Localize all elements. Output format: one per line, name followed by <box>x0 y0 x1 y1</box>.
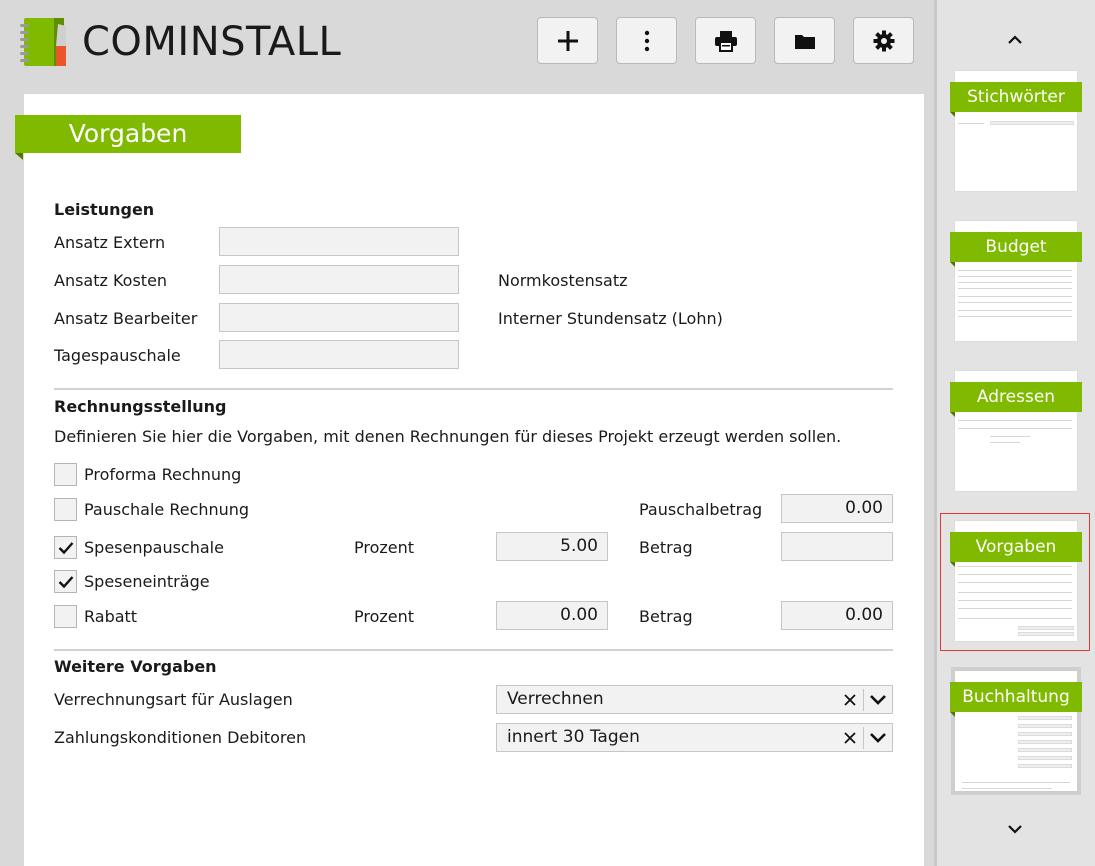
add-button[interactable] <box>537 17 598 64</box>
thumbnail-preview-field <box>990 121 1074 125</box>
pauschale-checkbox[interactable] <box>54 498 77 521</box>
thumbnail-ribbon-fold <box>950 112 955 117</box>
thumbnail-preview-line <box>958 582 1072 583</box>
pauschalbetrag-field[interactable]: 0.00 <box>781 494 893 523</box>
ansatz-extern-label: Ansatz Extern <box>54 233 166 252</box>
section-divider <box>54 649 893 651</box>
proforma-label: Proforma Rechnung <box>84 465 242 484</box>
clear-icon[interactable] <box>842 730 858 746</box>
plus-icon <box>557 30 579 52</box>
weitere-vorgaben-heading: Weitere Vorgaben <box>54 657 217 676</box>
thumbnail-preview-field <box>1018 748 1072 752</box>
thumbnail-ribbon-fold <box>950 262 955 267</box>
spesenpauschale-betrag-label: Betrag <box>639 538 693 557</box>
verrechnungsart-value: Verrechnen <box>507 689 604 709</box>
thumbnail-ribbon-fold <box>950 412 955 417</box>
ansatz-extern-field[interactable] <box>219 227 459 256</box>
thumbnail-ribbon-fold <box>950 562 955 567</box>
spesenpauschale-prozent-label: Prozent <box>354 538 415 557</box>
thumbnail-preview-field <box>1018 764 1072 768</box>
app-logo-icon <box>18 16 70 68</box>
settings-button[interactable] <box>853 17 914 64</box>
app-title: COMINSTALL <box>82 19 342 65</box>
thumbnail-preview-line <box>962 782 1070 783</box>
speseneintraege-label: Speseneinträge <box>84 572 210 591</box>
spesenpauschale-label: Spesenpauschale <box>84 538 224 557</box>
rabatt-betrag-field[interactable]: 0.00 <box>781 601 893 630</box>
thumbnail-preview-line <box>958 123 984 124</box>
section-divider <box>54 388 893 390</box>
zahlungskonditionen-label: Zahlungskonditionen Debitoren <box>54 728 307 747</box>
speseneintraege-checkbox[interactable] <box>54 570 77 593</box>
ansatz-bearbeiter-hint: Interner Stundensatz (Lohn) <box>498 309 723 328</box>
thumbnail-preview-field <box>1018 756 1072 760</box>
thumbnail-preview-line <box>958 592 1072 593</box>
ansatz-kosten-field[interactable] <box>219 265 459 294</box>
ansatz-kosten-hint: Normkostensatz <box>498 271 628 290</box>
chevron-down-icon[interactable] <box>867 689 889 711</box>
thumbnail-ribbon-fold <box>950 712 955 717</box>
thumbnail-preview-line <box>958 288 1072 289</box>
thumbnail-preview-line <box>990 436 1030 437</box>
thumbnail-label-stichwoerter: Stichwörter <box>950 82 1082 112</box>
chevron-up-icon[interactable] <box>1003 29 1027 49</box>
pauschalbetrag-label: Pauschalbetrag <box>639 500 763 519</box>
thumbnail-preview-line <box>958 574 1072 575</box>
thumbnail-preview-field <box>1018 626 1074 630</box>
verrechnungsart-label: Verrechnungsart für Auslagen <box>54 690 293 709</box>
rechnungsstellung-description: Definieren Sie hier die Vorgaben, mit denen Rechnungen für dieses Projekt erzeugt werden sollen. <box>54 427 842 446</box>
printer-icon <box>714 30 738 52</box>
thumbnail-preview-line <box>958 618 1072 619</box>
more-options-button[interactable] <box>616 17 677 64</box>
thumbnail-preview-field <box>1018 724 1072 728</box>
thumbnail-preview-line <box>958 276 1072 277</box>
checkmark-icon <box>58 541 74 555</box>
thumbnail-preview-line <box>958 282 1072 283</box>
section-title: Vorgaben <box>15 115 241 153</box>
section-ribbon-fold <box>15 153 23 160</box>
checkmark-icon <box>58 575 74 589</box>
proforma-checkbox[interactable] <box>54 463 77 486</box>
folder-button[interactable] <box>774 17 835 64</box>
leistungen-heading: Leistungen <box>54 200 155 219</box>
chevron-down-icon[interactable] <box>1003 820 1027 840</box>
rabatt-checkbox[interactable] <box>54 605 77 628</box>
thumbnail-preview-line <box>958 608 1072 609</box>
more-vertical-icon <box>643 30 651 52</box>
thumbnail-preview-field <box>1018 632 1074 636</box>
rabatt-prozent-field[interactable]: 0.00 <box>496 601 608 630</box>
thumbnail-preview-field <box>1018 716 1072 720</box>
thumbnail-preview-line <box>958 310 1072 311</box>
rabatt-betrag-label: Betrag <box>639 607 693 626</box>
thumbnail-label-adressen: Adressen <box>950 382 1082 412</box>
thumbnail-label-budget: Budget <box>950 232 1082 262</box>
select-separator <box>863 727 864 749</box>
folder-icon <box>794 32 816 50</box>
thumbnail-preview-line <box>958 600 1072 601</box>
thumbnail-label-buchhaltung: Buchhaltung <box>950 682 1082 712</box>
zahlungskonditionen-value: innert 30 Tagen <box>507 727 640 747</box>
thumbnail-preview-line <box>990 442 1020 443</box>
rabatt-prozent-label: Prozent <box>354 607 415 626</box>
thumbnail-preview-field <box>1018 740 1072 744</box>
pauschale-label: Pauschale Rechnung <box>84 500 250 519</box>
zahlungskonditionen-select[interactable] <box>496 723 893 752</box>
thumbnail-preview-line <box>958 566 1072 567</box>
tagespauschale-label: Tagespauschale <box>54 346 181 365</box>
tagespauschale-field[interactable] <box>219 340 459 369</box>
clear-icon[interactable] <box>842 692 858 708</box>
thumbnail-preview-line <box>958 316 1072 317</box>
thumbnail-preview-field <box>1018 732 1072 736</box>
gear-icon <box>873 30 895 52</box>
rabatt-label: Rabatt <box>84 607 138 626</box>
thumbnail-label-vorgaben: Vorgaben <box>950 532 1082 562</box>
thumbnail-preview-line <box>958 296 1072 297</box>
thumbnail-preview-line <box>962 788 1052 789</box>
ansatz-bearbeiter-label: Ansatz Bearbeiter <box>54 309 198 328</box>
verrechnungsart-select[interactable] <box>496 685 893 714</box>
ansatz-kosten-label: Ansatz Kosten <box>54 271 168 290</box>
thumbnail-preview-line <box>958 428 1072 429</box>
thumbnail-preview-line <box>958 420 1072 421</box>
spesenpauschale-prozent-field[interactable]: 5.00 <box>496 532 608 561</box>
spesenpauschale-checkbox[interactable] <box>54 536 77 559</box>
chevron-down-icon[interactable] <box>867 727 889 749</box>
print-button[interactable] <box>695 17 756 64</box>
select-separator <box>863 689 864 711</box>
spesenpauschale-betrag-field[interactable] <box>781 532 893 561</box>
rechnungsstellung-heading: Rechnungsstellung <box>54 397 227 416</box>
ansatz-bearbeiter-field[interactable] <box>219 303 459 332</box>
thumbnail-preview-line <box>958 302 1072 303</box>
thumbnail-preview-line <box>958 270 1072 271</box>
